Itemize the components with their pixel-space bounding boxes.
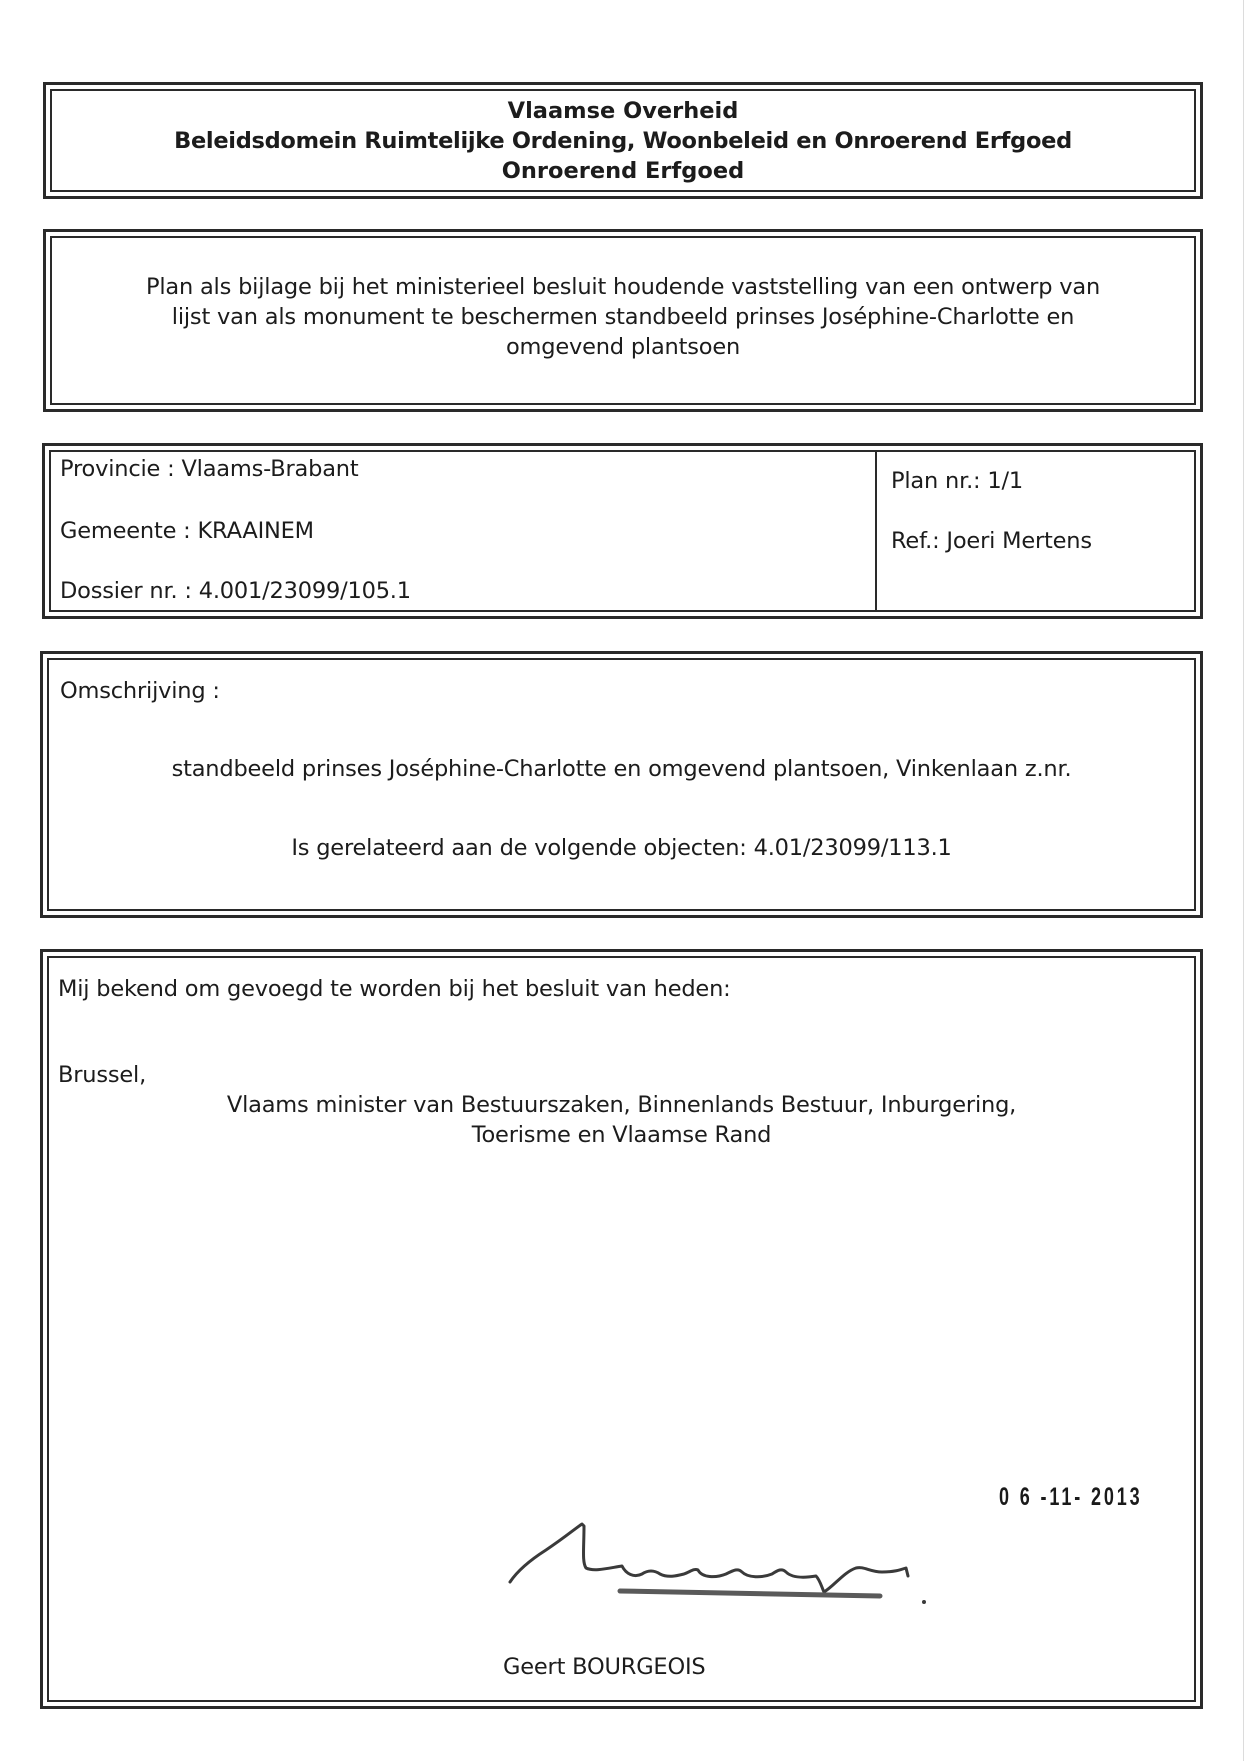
info-column-divider	[875, 452, 877, 610]
plan-title-box	[43, 229, 1203, 412]
signature-icon	[504, 1518, 964, 1618]
header-box-inner	[50, 89, 1196, 192]
minister-title-line-2: Toerisme en Vlaamse Rand	[471, 1122, 772, 1148]
header-box	[43, 82, 1203, 199]
omschrijving-box	[40, 651, 1203, 918]
ref-field: Ref.: Joeri Mertens	[891, 528, 1092, 554]
provincie-field: Provincie : Vlaams-Brabant	[60, 456, 359, 482]
plan-nr-field: Plan nr.: 1/1	[891, 468, 1023, 494]
approval-box-inner	[47, 956, 1196, 1702]
approval-place: Brussel,	[58, 1062, 147, 1088]
omschrijving-description: standbeeld prinses Joséphine-Charlotte en omgevend plantsoen, Vinkenlaan z.nr.	[171, 756, 1072, 782]
plan-title-box-inner	[50, 236, 1196, 405]
info-box	[42, 443, 1203, 619]
approval-box	[40, 949, 1203, 1709]
minister-title-line-1: Vlaams minister van Bestuurszaken, Binnenlands Bestuur, Inburgering,	[226, 1092, 1017, 1118]
plan-title-line-3: omgevend plantsoen	[505, 334, 741, 360]
header-line-3: Onroerend Erfgoed	[501, 158, 745, 184]
date-stamp: 0 6 -11- 2013	[999, 1483, 1143, 1511]
scan-edge	[1243, 0, 1244, 1761]
omschrijving-label: Omschrijving :	[60, 678, 220, 704]
omschrijving-box-inner	[47, 658, 1196, 911]
gemeente-field: Gemeente : KRAAINEM	[60, 518, 314, 544]
plan-title-line-1: Plan als bijlage bij het ministerieel besluit houdende vaststelling van een ontwerp van	[145, 274, 1101, 300]
dossier-field: Dossier nr. : 4.001/23099/105.1	[60, 578, 411, 604]
signatory-name: Geert BOURGEOIS	[503, 1654, 706, 1680]
plan-title-line-2: lijst van als monument te beschermen standbeeld prinses Joséphine-Charlotte en	[171, 304, 1075, 330]
header-line-2: Beleidsdomein Ruimtelijke Ordening, Woonbeleid en Onroerend Erfgoed	[174, 128, 1072, 154]
header-line-1: Vlaamse Overheid	[507, 98, 739, 124]
info-box-inner	[49, 450, 1196, 612]
omschrijving-related: Is gerelateerd aan de volgende objecten: 4.01/23099/113.1	[291, 835, 952, 861]
approval-intro: Mij bekend om gevoegd te worden bij het besluit van heden:	[58, 976, 731, 1002]
